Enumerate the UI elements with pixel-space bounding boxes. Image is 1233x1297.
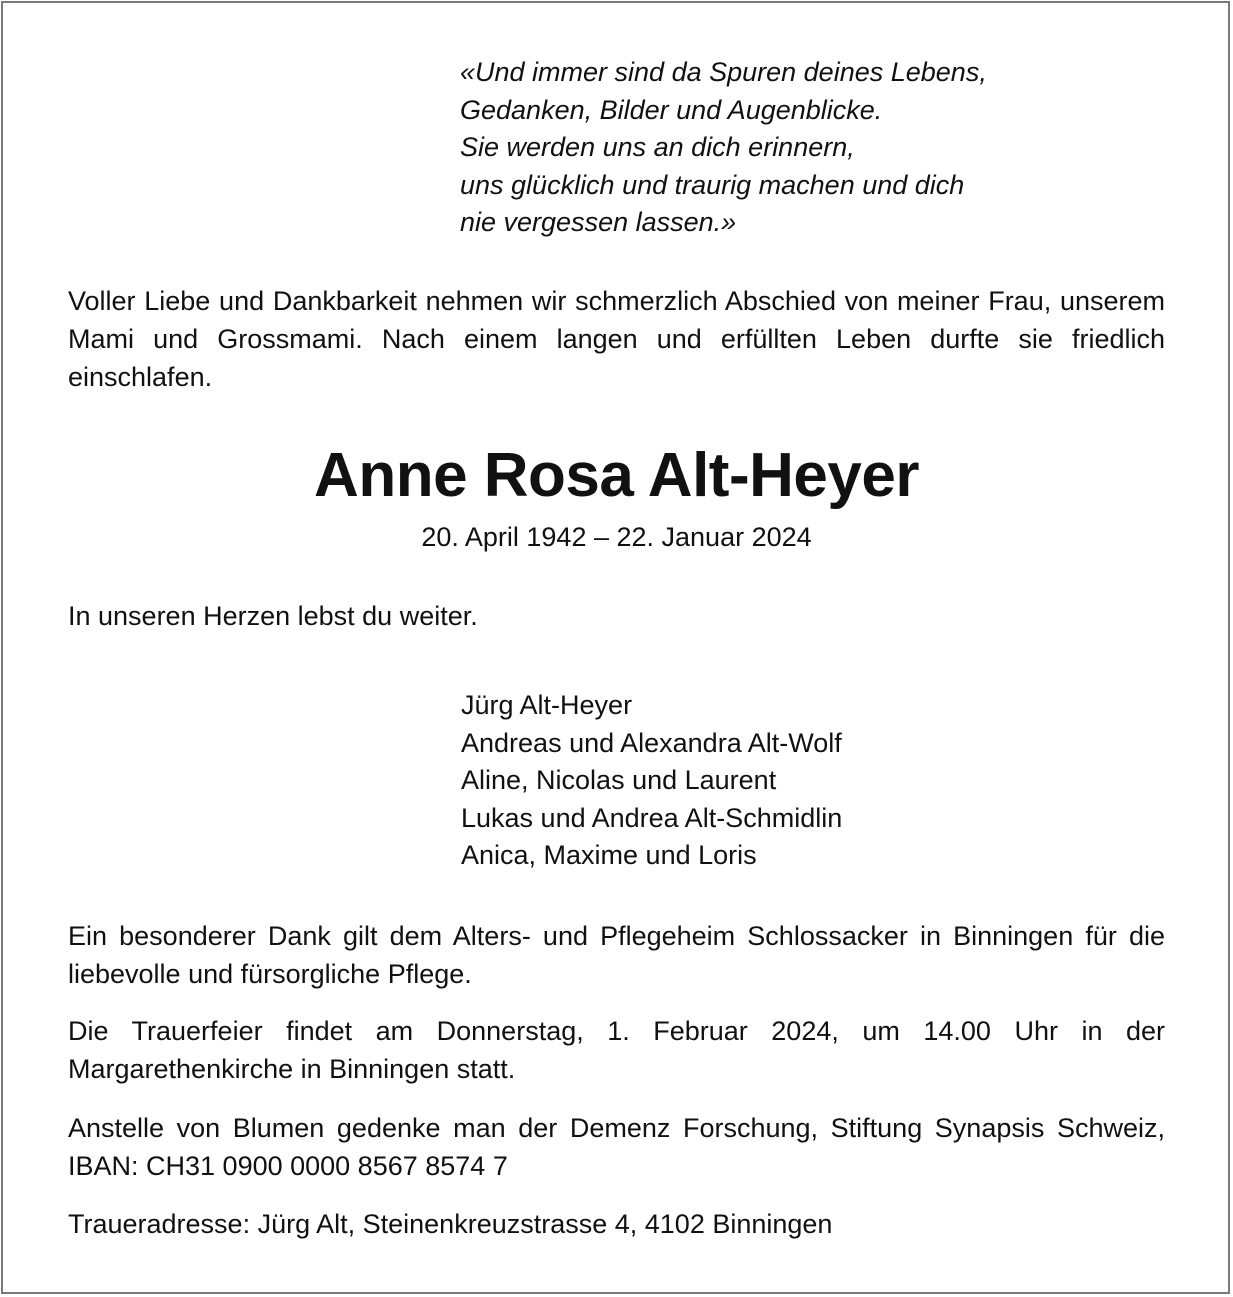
family-list bbox=[461, 687, 1161, 875]
deceased-name: Anne Rosa Alt-Heyer bbox=[314, 441, 919, 510]
quote-line: nie vergessen lassen.» bbox=[460, 207, 737, 237]
farewell-paragraph: Voller Liebe und Dankbarkeit nehmen wir schmerzlich Abschied von meiner Frau, unserem Mami und Grossmami. Nach einem langen und erfüllten Leben durfte sie friedlich einschlafen. bbox=[68, 286, 1165, 392]
family-member: Jürg Alt-Heyer bbox=[461, 690, 633, 720]
family-member: Lukas und Andrea Alt-Schmidlin bbox=[461, 802, 843, 833]
quote-line: Sie werden uns an dich erinnern, bbox=[460, 132, 855, 162]
funeral-service-paragraph: Die Trauerfeier findet am Donnerstag, 1. Februar 2024, um 14.00 Uhr in der Margarethenkirche in Binningen statt. bbox=[68, 1016, 1165, 1084]
family-member: Anica, Maxime und Loris bbox=[461, 840, 757, 870]
thanks-paragraph: Ein besonderer Dank gilt dem Alters- und Pflegeheim Schlossacker in Binningen für die liebevolle und fürsorgliche Pflege. bbox=[68, 921, 1165, 989]
quote-line: Gedanken, Bilder und Augenblicke. bbox=[460, 94, 883, 125]
mourning-address: Traueradresse: Jürg Alt, Steinenkreuzstrasse 4, 4102 Binningen bbox=[68, 1209, 833, 1239]
life-dates: 20. April 1942 – 22. Januar 2024 bbox=[421, 522, 812, 552]
quote-line: uns glücklich und traurig machen und dich bbox=[460, 169, 965, 200]
quote-line: «Und immer sind da Spuren deines Lebens, bbox=[460, 57, 987, 87]
remembrance-line: In unseren Herzen lebst du weiter. bbox=[68, 601, 478, 631]
donation-paragraph: Anstelle von Blumen gedenke man der Demenz Forschung, Stiftung Synapsis Schweiz, IBAN: CH31 0900 0000 8567 8574 7 bbox=[68, 1113, 1165, 1181]
memorial-quote bbox=[460, 54, 1160, 242]
family-member: Aline, Nicolas und Laurent bbox=[461, 765, 777, 795]
family-member: Andreas und Alexandra Alt-Wolf bbox=[461, 727, 842, 758]
